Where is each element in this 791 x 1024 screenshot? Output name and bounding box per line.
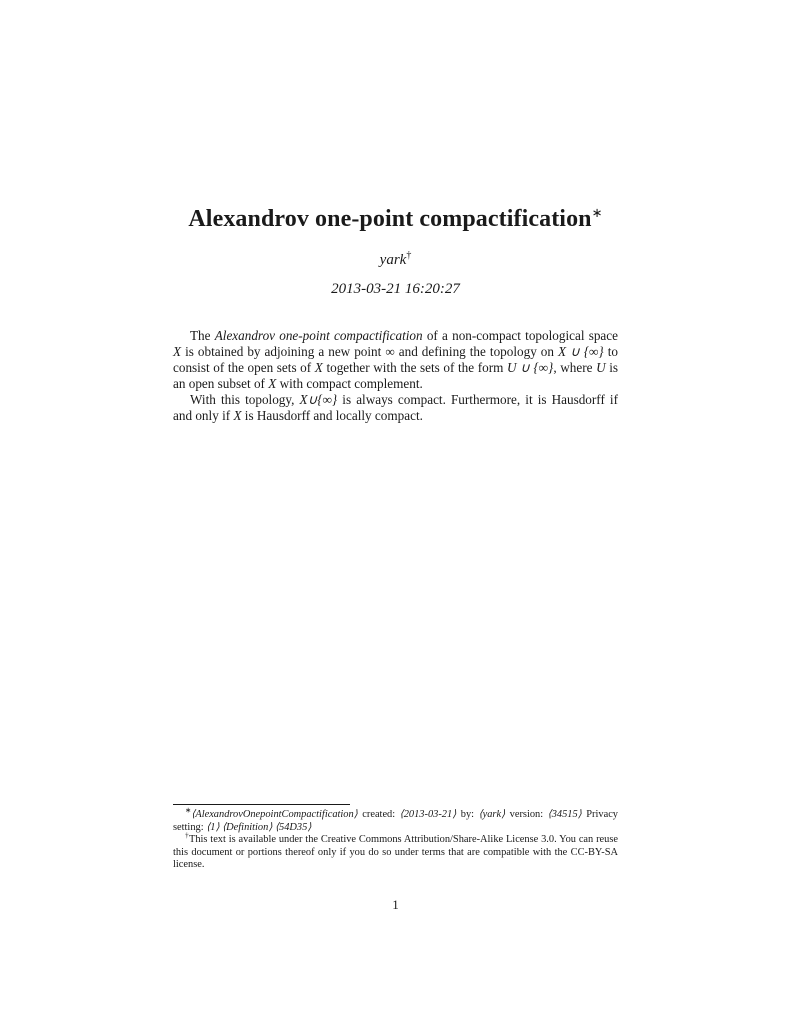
author-name: yark: [379, 252, 407, 268]
footnote-2: [173, 830, 618, 872]
author-footnote-mark: †: [406, 250, 412, 261]
text-span: by:: [456, 809, 479, 820]
text-span: created:: [357, 809, 400, 820]
text-span: of a non-compact topological space: [422, 328, 618, 343]
paragraph-1: [173, 328, 618, 392]
text-span: is obtained by adjoining a new point ∞ and defining the topology on: [181, 344, 559, 359]
created-date: ⟨2013-03-21⟩: [399, 809, 457, 820]
document-date: 2013-03-21 16:20:27: [331, 281, 460, 297]
math-var: X: [173, 344, 182, 359]
author: [0, 252, 791, 269]
text-span: Privacy setting:: [173, 809, 619, 833]
title-footnote-mark: ∗: [591, 205, 603, 220]
body-text: [173, 328, 618, 424]
canonical-name: ⟨AlexandrovOnepointCompactification⟩: [191, 809, 358, 820]
msc-class: ⟨54D35⟩: [274, 821, 312, 833]
text-span: with compact complement.: [276, 376, 423, 391]
text-span: With this topology,: [190, 392, 300, 407]
defined-term: Alexandrov one-point compactification: [214, 328, 423, 343]
page-number: 1: [392, 897, 399, 912]
math-var: X: [268, 376, 277, 391]
text-span: is always compact. Furthermore, it is Hausdorff if and only if: [173, 392, 618, 423]
text-span: version:: [505, 809, 548, 820]
math-var: U: [596, 360, 606, 375]
entry-type: ⟨Definition⟩: [222, 821, 273, 833]
footnote-rule: [173, 804, 350, 805]
footnotes: [173, 805, 619, 872]
title-text: Alexandrov one-point compactification: [188, 206, 592, 232]
footnote-1: [173, 805, 619, 834]
paragraph-2: [173, 392, 618, 424]
text-span: , where: [553, 360, 597, 375]
license-text: This text is available under the Creative Commons Attribution/Share-Alike License 3.0. You can reuse this document or portions thereof only if you do so under terms that are compatible with the CC-BY-SA license.: [173, 834, 618, 871]
text-span: is an open subset of: [173, 360, 618, 391]
footnote-mark: ∗: [185, 805, 192, 815]
footnote-mark: †: [185, 830, 189, 840]
math-var: X: [233, 408, 242, 423]
math-expr: U ∪ {∞}: [506, 360, 554, 375]
text-span: together with the sets of the form: [322, 360, 507, 375]
text-span: The: [190, 328, 215, 343]
text-span: is Hausdorff and locally compact.: [241, 408, 423, 423]
version-number: ⟨34515⟩: [547, 809, 582, 820]
text-span: to consist of the open sets of: [173, 344, 618, 375]
privacy-setting: ⟨1⟩: [206, 821, 220, 833]
math-expr: X ∪ {∞}: [558, 344, 604, 359]
math-expr: X∪{∞}: [299, 392, 338, 407]
math-var: X: [314, 360, 323, 375]
document-title: [0, 206, 791, 233]
creator: ⟨yark⟩: [478, 809, 506, 820]
